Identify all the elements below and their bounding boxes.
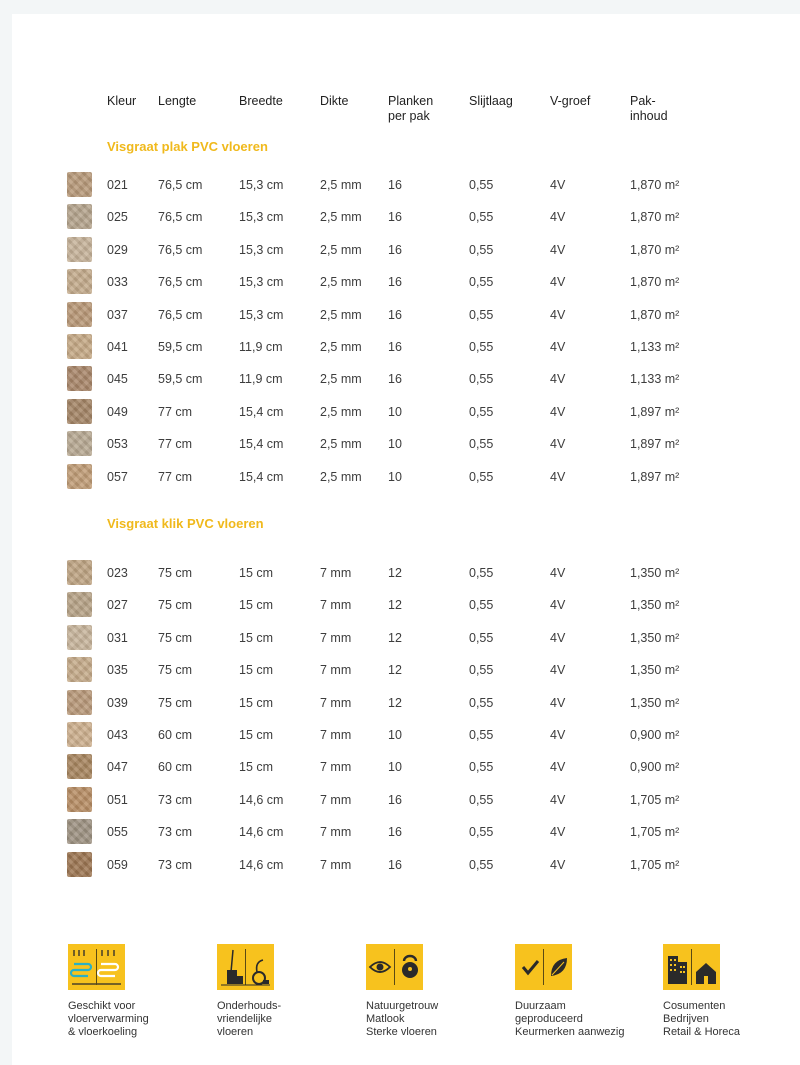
feature-label-line: Matlook (366, 1013, 405, 1025)
underfloor-heating-icon (68, 944, 125, 990)
color-swatch (67, 787, 92, 812)
cell-lengte: 76,5 cm (158, 210, 203, 225)
cell-dikte: 2,5 mm (320, 372, 362, 387)
table-row (12, 202, 800, 232)
cell-vgroef: 4V (550, 598, 566, 613)
cell-kleur: 039 (107, 695, 128, 710)
cell-pak: 1,870 m² (630, 178, 680, 192)
cell-dikte: 2,5 mm (320, 275, 362, 290)
feature-label-line: geproduceerd (515, 1013, 583, 1025)
color-swatch (67, 657, 92, 682)
color-swatch (67, 172, 92, 197)
cell-lengte: 60 cm (158, 760, 193, 775)
color-swatch (67, 754, 92, 779)
cell-kleur: 033 (107, 275, 128, 290)
feature-item (663, 944, 783, 1039)
cell-dikte: 7 mm (320, 760, 352, 775)
cell-vgroef: 4V (550, 695, 566, 710)
cell-dikte: 2,5 mm (320, 340, 362, 354)
cell-planken: 16 (388, 857, 402, 872)
cell-kleur: 049 (107, 404, 128, 419)
cell-kleur: 051 (107, 792, 128, 807)
cell-breedte: 15 cm (239, 695, 274, 710)
table-row (12, 332, 800, 362)
cell-lengte: 75 cm (158, 598, 193, 613)
cell-planken: 12 (388, 598, 402, 613)
cell-breedte: 15,4 cm (239, 404, 284, 419)
table-row (12, 267, 800, 297)
table-row (12, 688, 800, 718)
cell-slijtlaag: 0,55 (469, 404, 494, 419)
cell-slijtlaag: 0,55 (469, 242, 494, 257)
feature-label-line: Cosumenten (663, 1000, 726, 1012)
table-row (12, 300, 800, 330)
cell-dikte: 2,5 mm (320, 307, 362, 322)
feature-label-line: Retail & Horeca (663, 1026, 741, 1038)
cell-kleur: 043 (107, 728, 128, 742)
header-lengte: Lengte (158, 94, 197, 108)
cleaning-icon (217, 944, 274, 990)
cell-breedte: 15 cm (239, 630, 274, 645)
cell-dikte: 2,5 mm (320, 469, 362, 484)
cell-kleur: 041 (107, 340, 128, 354)
cell-breedte: 15 cm (239, 663, 274, 678)
cell-kleur: 027 (107, 598, 128, 613)
cell-breedte: 15 cm (239, 760, 274, 775)
table-row (12, 235, 800, 265)
cell-dikte: 2,5 mm (320, 437, 362, 452)
cell-planken: 10 (388, 760, 402, 775)
cell-slijtlaag: 0,55 (469, 307, 494, 322)
cell-vgroef: 4V (550, 630, 566, 645)
header-planken-line2: per pak (388, 109, 430, 123)
cell-vgroef: 4V (550, 275, 566, 290)
cell-lengte: 75 cm (158, 566, 193, 580)
eye-kettlebell-icon (366, 944, 423, 990)
cell-planken: 12 (388, 695, 402, 710)
cell-breedte: 14,6 cm (239, 792, 284, 807)
header-pakinhoud-line1: Pak- (630, 94, 656, 108)
cell-planken: 16 (388, 275, 402, 290)
feature-item (68, 944, 188, 1039)
feature-label-line: vriendelijke (217, 1013, 273, 1025)
cell-slijtlaag: 0,55 (469, 663, 494, 678)
cell-pak: 1,870 m² (630, 307, 680, 322)
cell-slijtlaag: 0,55 (469, 825, 494, 840)
feature-label (663, 1000, 783, 1039)
header-vgroef: V-groef (550, 94, 591, 108)
color-swatch (67, 852, 92, 877)
feature-label-line: Onderhouds- (217, 1000, 282, 1012)
cell-pak: 1,705 m² (630, 825, 680, 840)
cell-lengte: 76,5 cm (158, 242, 203, 257)
cell-pak: 1,350 m² (630, 598, 680, 613)
cell-dikte: 2,5 mm (320, 210, 362, 225)
color-swatch (67, 204, 92, 229)
feature-label-line: Duurzaam (515, 1000, 566, 1012)
cell-kleur: 045 (107, 372, 128, 387)
table-row (12, 590, 800, 620)
cell-planken: 16 (388, 178, 402, 192)
cell-kleur: 047 (107, 760, 128, 775)
cell-slijtlaag: 0,55 (469, 469, 494, 484)
cell-pak: 1,350 m² (630, 663, 680, 678)
cell-vgroef: 4V (550, 663, 566, 678)
cell-breedte: 14,6 cm (239, 825, 284, 840)
cell-pak: 1,870 m² (630, 242, 680, 257)
cell-planken: 12 (388, 663, 402, 678)
cell-breedte: 15 cm (239, 566, 274, 580)
cell-pak: 1,897 m² (630, 404, 680, 419)
color-swatch (67, 592, 92, 617)
cell-pak: 1,705 m² (630, 792, 680, 807)
cell-breedte: 15,3 cm (239, 242, 284, 257)
cell-lengte: 59,5 cm (158, 372, 203, 387)
color-swatch (67, 431, 92, 456)
cell-planken: 12 (388, 630, 402, 645)
cell-slijtlaag: 0,55 (469, 792, 494, 807)
feature-label (217, 1000, 337, 1039)
cell-vgroef: 4V (550, 404, 566, 419)
feature-item (366, 944, 486, 1039)
cell-slijtlaag: 0,55 (469, 695, 494, 710)
cell-vgroef: 4V (550, 566, 566, 580)
cell-kleur: 037 (107, 307, 128, 322)
cell-dikte: 7 mm (320, 598, 352, 613)
cell-kleur: 057 (107, 469, 128, 484)
table-row (12, 364, 800, 394)
feature-label (68, 1000, 188, 1039)
color-swatch (67, 269, 92, 294)
feature-label-line: Keurmerken aanwezig (515, 1026, 625, 1038)
cell-dikte: 7 mm (320, 825, 352, 840)
header-planken (388, 94, 433, 124)
cell-planken: 16 (388, 340, 402, 354)
cell-vgroef: 4V (550, 437, 566, 452)
cell-pak: 1,133 m² (630, 372, 680, 387)
cell-dikte: 2,5 mm (320, 242, 362, 257)
cell-vgroef: 4V (550, 825, 566, 840)
cell-vgroef: 4V (550, 469, 566, 484)
feature-label (515, 1000, 635, 1039)
feature-label-line: Sterke vloeren (366, 1026, 437, 1038)
cell-pak: 1,133 m² (630, 340, 680, 354)
cell-vgroef: 4V (550, 242, 566, 257)
cell-dikte: 2,5 mm (320, 404, 362, 419)
color-swatch (67, 560, 92, 585)
cell-vgroef: 4V (550, 178, 566, 192)
cell-dikte: 7 mm (320, 566, 352, 580)
cell-planken: 16 (388, 372, 402, 387)
feature-label-line: vloerverwarming (68, 1013, 149, 1025)
cell-lengte: 76,5 cm (158, 275, 203, 290)
feature-label (366, 1000, 486, 1039)
cell-pak: 1,870 m² (630, 210, 680, 225)
cell-slijtlaag: 0,55 (469, 598, 494, 613)
cell-pak: 0,900 m² (630, 728, 680, 742)
cell-lengte: 75 cm (158, 630, 193, 645)
cell-kleur: 021 (107, 178, 128, 192)
color-swatch (67, 366, 92, 391)
cell-slijtlaag: 0,55 (469, 437, 494, 452)
cell-breedte: 15 cm (239, 728, 274, 742)
cell-breedte: 15,4 cm (239, 437, 284, 452)
cell-kleur: 059 (107, 857, 128, 872)
cell-dikte: 7 mm (320, 663, 352, 678)
section-title-plak: Visgraat plak PVC vloeren (107, 139, 268, 154)
cell-slijtlaag: 0,55 (469, 760, 494, 775)
cell-lengte: 77 cm (158, 404, 193, 419)
cell-pak: 1,897 m² (630, 437, 680, 452)
cell-pak: 1,897 m² (630, 469, 680, 484)
cell-breedte: 15,3 cm (239, 307, 284, 322)
header-breedte: Breedte (239, 94, 283, 108)
cell-slijtlaag: 0,55 (469, 275, 494, 290)
table-row (12, 655, 800, 685)
cell-planken: 16 (388, 792, 402, 807)
cell-lengte: 77 cm (158, 469, 193, 484)
cell-vgroef: 4V (550, 728, 566, 742)
cell-lengte: 73 cm (158, 857, 193, 872)
feature-label-line: Natuurgetrouw (366, 1000, 439, 1012)
color-swatch (67, 464, 92, 489)
cell-pak: 1,350 m² (630, 695, 680, 710)
cell-kleur: 053 (107, 437, 128, 452)
table-row (12, 429, 800, 459)
table-row (12, 720, 800, 750)
cell-slijtlaag: 0,55 (469, 178, 494, 192)
table-row (12, 785, 800, 815)
cell-kleur: 025 (107, 210, 128, 225)
cell-lengte: 76,5 cm (158, 307, 203, 322)
cell-dikte: 2,5 mm (320, 178, 362, 192)
cell-breedte: 15,3 cm (239, 275, 284, 290)
table-row (12, 623, 800, 653)
cell-lengte: 75 cm (158, 663, 193, 678)
cell-vgroef: 4V (550, 857, 566, 872)
cell-slijtlaag: 0,55 (469, 372, 494, 387)
section-title-klik: Visgraat klik PVC vloeren (107, 516, 264, 531)
cell-vgroef: 4V (550, 372, 566, 387)
cell-dikte: 7 mm (320, 695, 352, 710)
feature-label-line: Bedrijven (663, 1013, 709, 1025)
cell-slijtlaag: 0,55 (469, 210, 494, 225)
header-kleur: Kleur (107, 94, 137, 108)
cell-kleur: 031 (107, 630, 128, 645)
color-swatch (67, 399, 92, 424)
cell-lengte: 76,5 cm (158, 178, 203, 192)
cell-vgroef: 4V (550, 792, 566, 807)
cell-kleur: 035 (107, 663, 128, 678)
feature-label-line: Geschikt voor (68, 1000, 136, 1012)
cell-vgroef: 4V (550, 307, 566, 322)
cell-dikte: 7 mm (320, 728, 352, 742)
table-row (12, 462, 800, 492)
check-leaf-icon (515, 944, 572, 990)
color-swatch (67, 302, 92, 327)
cell-breedte: 15,3 cm (239, 178, 284, 192)
cell-planken: 16 (388, 825, 402, 840)
color-swatch (67, 625, 92, 650)
cell-planken: 10 (388, 437, 402, 452)
color-swatch (67, 237, 92, 262)
cell-lengte: 60 cm (158, 728, 193, 742)
header-dikte: Dikte (320, 94, 349, 108)
feature-label-line: & vloerkoeling (68, 1026, 138, 1038)
feature-item (515, 944, 635, 1039)
cell-breedte: 15,4 cm (239, 469, 284, 484)
cell-slijtlaag: 0,55 (469, 566, 494, 580)
cell-pak: 1,705 m² (630, 857, 680, 872)
cell-breedte: 11,9 cm (239, 372, 283, 387)
cell-pak: 1,870 m² (630, 275, 680, 290)
cell-planken: 16 (388, 210, 402, 225)
header-pakinhoud (630, 94, 668, 124)
cell-lengte: 59,5 cm (158, 340, 203, 354)
color-swatch (67, 334, 92, 359)
cell-pak: 1,350 m² (630, 566, 680, 580)
table-row (12, 397, 800, 427)
cell-pak: 0,900 m² (630, 760, 680, 775)
color-swatch (67, 722, 92, 747)
cell-lengte: 73 cm (158, 792, 193, 807)
cell-slijtlaag: 0,55 (469, 728, 494, 742)
cell-dikte: 7 mm (320, 630, 352, 645)
cell-planken: 10 (388, 469, 402, 484)
header-slijtlaag: Slijtlaag (469, 94, 513, 108)
color-swatch (67, 690, 92, 715)
cell-kleur: 029 (107, 242, 128, 257)
cell-lengte: 75 cm (158, 695, 193, 710)
cell-planken: 16 (388, 242, 402, 257)
cell-pak: 1,350 m² (630, 630, 680, 645)
cell-breedte: 15 cm (239, 598, 274, 613)
cell-slijtlaag: 0,55 (469, 857, 494, 872)
table-row (12, 817, 800, 847)
cell-planken: 10 (388, 404, 402, 419)
cell-slijtlaag: 0,55 (469, 340, 494, 354)
cell-vgroef: 4V (550, 760, 566, 775)
table-row (12, 558, 800, 588)
table-row (12, 170, 800, 200)
cell-slijtlaag: 0,55 (469, 630, 494, 645)
cell-breedte: 14,6 cm (239, 857, 284, 872)
cell-lengte: 73 cm (158, 825, 193, 840)
cell-lengte: 77 cm (158, 437, 193, 452)
cell-vgroef: 4V (550, 340, 566, 354)
cell-vgroef: 4V (550, 210, 566, 225)
cell-breedte: 15,3 cm (239, 210, 284, 225)
cell-dikte: 7 mm (320, 792, 352, 807)
cell-planken: 16 (388, 307, 402, 322)
cell-kleur: 055 (107, 825, 128, 840)
cell-breedte: 11,9 cm (239, 340, 283, 354)
cell-planken: 10 (388, 728, 402, 742)
color-swatch (67, 819, 92, 844)
header-planken-line1: Planken (388, 94, 434, 108)
table-row (12, 850, 800, 880)
table-row (12, 752, 800, 782)
feature-label-line: vloeren (217, 1026, 254, 1038)
cell-kleur: 023 (107, 566, 128, 580)
feature-item (217, 944, 337, 1039)
spec-sheet-page (12, 14, 800, 1065)
cell-planken: 12 (388, 566, 402, 580)
header-pakinhoud-line2: inhoud (630, 109, 668, 123)
buildings-home-icon (663, 944, 720, 990)
cell-dikte: 7 mm (320, 857, 352, 872)
